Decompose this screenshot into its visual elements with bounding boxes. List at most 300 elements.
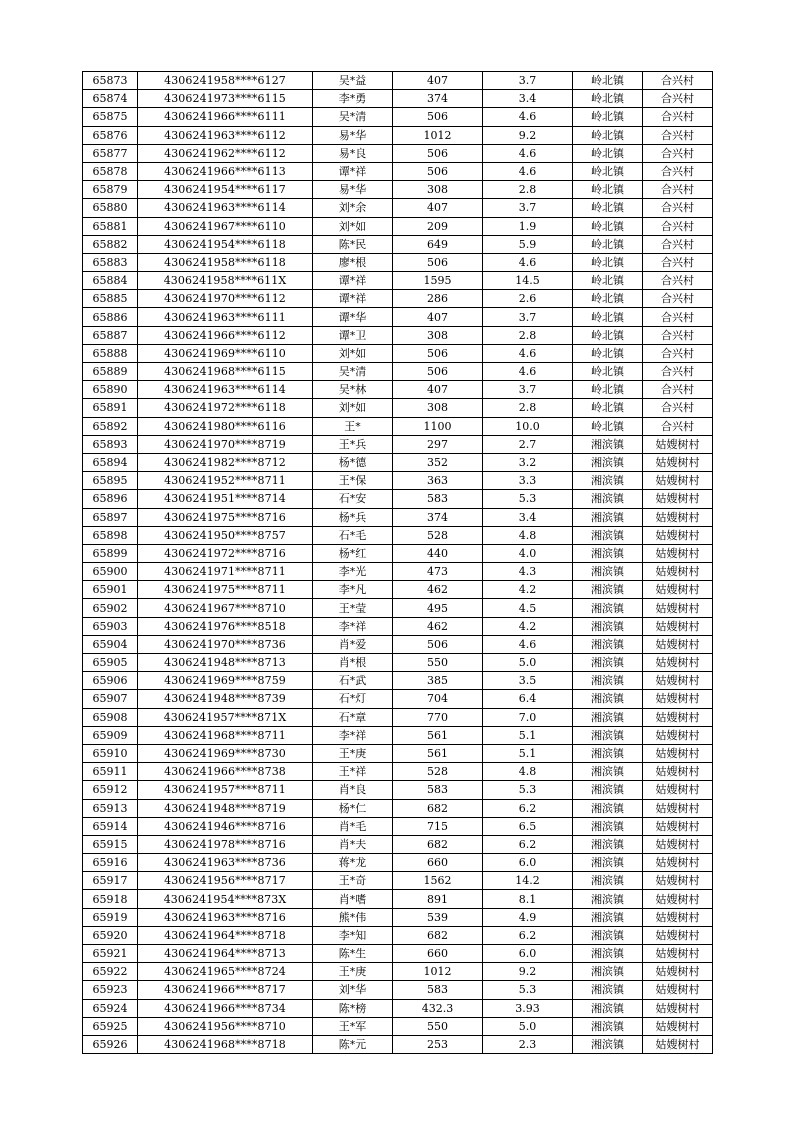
village-cell: 姑嫂树村 (643, 963, 713, 981)
village-cell: 姑嫂树村 (643, 926, 713, 944)
seq-cell: 65891 (83, 399, 138, 417)
name-cell: 王*保 (313, 472, 393, 490)
town-cell: 岭北镇 (573, 326, 643, 344)
seq-cell: 65919 (83, 908, 138, 926)
seq-cell: 65901 (83, 581, 138, 599)
town-cell: 岭北镇 (573, 90, 643, 108)
seq-cell: 65923 (83, 981, 138, 999)
town-cell: 岭北镇 (573, 126, 643, 144)
name-cell: 杨*红 (313, 544, 393, 562)
value-cell: 5.0 (483, 654, 573, 672)
seq-cell: 65912 (83, 781, 138, 799)
table-row (83, 363, 713, 381)
town-cell: 岭北镇 (573, 253, 643, 271)
table-row (83, 890, 713, 908)
table-row (83, 617, 713, 635)
name-cell: 石*灯 (313, 690, 393, 708)
village-cell: 合兴村 (643, 162, 713, 180)
town-cell: 岭北镇 (573, 72, 643, 90)
village-cell: 姑嫂树村 (643, 708, 713, 726)
id-cell: 4306241956****8710 (138, 1017, 313, 1035)
table-row (83, 217, 713, 235)
id-cell: 4306241964****8718 (138, 926, 313, 944)
records-table (82, 71, 713, 1054)
village-cell: 合兴村 (643, 326, 713, 344)
village-cell: 姑嫂树村 (643, 1017, 713, 1035)
name-cell: 王*军 (313, 1017, 393, 1035)
amount-cell: 660 (393, 854, 483, 872)
amount-cell: 286 (393, 290, 483, 308)
table-row (83, 799, 713, 817)
village-cell: 姑嫂树村 (643, 890, 713, 908)
seq-cell: 65915 (83, 835, 138, 853)
value-cell: 5.3 (483, 490, 573, 508)
value-cell: 8.1 (483, 890, 573, 908)
seq-cell: 65909 (83, 726, 138, 744)
id-cell: 4306241967****6110 (138, 217, 313, 235)
town-cell: 湘滨镇 (573, 781, 643, 799)
town-cell: 湘滨镇 (573, 599, 643, 617)
town-cell: 湘滨镇 (573, 635, 643, 653)
name-cell: 刘*如 (313, 344, 393, 362)
amount-cell: 473 (393, 563, 483, 581)
village-cell: 合兴村 (643, 217, 713, 235)
value-cell: 6.2 (483, 799, 573, 817)
amount-cell: 682 (393, 926, 483, 944)
town-cell: 湘滨镇 (573, 999, 643, 1017)
table-row (83, 726, 713, 744)
table-row (83, 162, 713, 180)
name-cell: 易*华 (313, 126, 393, 144)
amount-cell: 407 (393, 381, 483, 399)
id-cell: 4306241980****6116 (138, 417, 313, 435)
value-cell: 2.6 (483, 290, 573, 308)
village-cell: 姑嫂树村 (643, 654, 713, 672)
town-cell: 湘滨镇 (573, 508, 643, 526)
village-cell: 姑嫂树村 (643, 435, 713, 453)
village-cell: 合兴村 (643, 399, 713, 417)
id-cell: 4306241963****8736 (138, 854, 313, 872)
seq-cell: 65895 (83, 472, 138, 490)
seq-cell: 65907 (83, 690, 138, 708)
name-cell: 肖*爱 (313, 635, 393, 653)
seq-cell: 65880 (83, 199, 138, 217)
village-cell: 姑嫂树村 (643, 799, 713, 817)
value-cell: 10.0 (483, 417, 573, 435)
amount-cell: 583 (393, 781, 483, 799)
name-cell: 李*勇 (313, 90, 393, 108)
value-cell: 4.6 (483, 635, 573, 653)
value-cell: 4.8 (483, 763, 573, 781)
seq-cell: 65903 (83, 617, 138, 635)
town-cell: 湘滨镇 (573, 526, 643, 544)
village-cell: 姑嫂树村 (643, 617, 713, 635)
amount-cell: 432.3 (393, 999, 483, 1017)
amount-cell: 297 (393, 435, 483, 453)
town-cell: 湘滨镇 (573, 744, 643, 762)
table-row (83, 635, 713, 653)
seq-cell: 65877 (83, 144, 138, 162)
amount-cell: 407 (393, 72, 483, 90)
seq-cell: 65902 (83, 599, 138, 617)
seq-cell: 65911 (83, 763, 138, 781)
value-cell: 3.7 (483, 72, 573, 90)
name-cell: 肖*良 (313, 781, 393, 799)
id-cell: 4306241972****8716 (138, 544, 313, 562)
seq-cell: 65921 (83, 945, 138, 963)
value-cell: 1.9 (483, 217, 573, 235)
town-cell: 岭北镇 (573, 162, 643, 180)
value-cell: 3.7 (483, 199, 573, 217)
amount-cell: 704 (393, 690, 483, 708)
id-cell: 4306241957****871X (138, 708, 313, 726)
table-row (83, 672, 713, 690)
town-cell: 岭北镇 (573, 181, 643, 199)
table-row (83, 526, 713, 544)
name-cell: 陈*榜 (313, 999, 393, 1017)
town-cell: 湘滨镇 (573, 872, 643, 890)
table-row (83, 781, 713, 799)
table-row (83, 235, 713, 253)
id-cell: 4306241972****6118 (138, 399, 313, 417)
village-cell: 姑嫂树村 (643, 472, 713, 490)
seq-cell: 65886 (83, 308, 138, 326)
id-cell: 4306241966****8734 (138, 999, 313, 1017)
amount-cell: 550 (393, 1017, 483, 1035)
id-cell: 4306241978****8716 (138, 835, 313, 853)
seq-cell: 65882 (83, 235, 138, 253)
id-cell: 4306241963****6114 (138, 199, 313, 217)
id-cell: 4306241971****8711 (138, 563, 313, 581)
seq-cell: 65898 (83, 526, 138, 544)
name-cell: 石*安 (313, 490, 393, 508)
value-cell: 5.0 (483, 1017, 573, 1035)
town-cell: 湘滨镇 (573, 799, 643, 817)
town-cell: 湘滨镇 (573, 435, 643, 453)
seq-cell: 65873 (83, 72, 138, 90)
name-cell: 李*知 (313, 926, 393, 944)
amount-cell: 1100 (393, 417, 483, 435)
table-row (83, 381, 713, 399)
id-cell: 4306241966****8738 (138, 763, 313, 781)
table-row (83, 399, 713, 417)
id-cell: 4306241982****8712 (138, 453, 313, 471)
village-cell: 姑嫂树村 (643, 945, 713, 963)
town-cell: 岭北镇 (573, 308, 643, 326)
village-cell: 合兴村 (643, 126, 713, 144)
table-row (83, 308, 713, 326)
name-cell: 易*良 (313, 144, 393, 162)
table-body (83, 72, 713, 1054)
value-cell: 5.1 (483, 744, 573, 762)
amount-cell: 385 (393, 672, 483, 690)
seq-cell: 65896 (83, 490, 138, 508)
name-cell: 李*光 (313, 563, 393, 581)
name-cell: 王*奇 (313, 872, 393, 890)
id-cell: 4306241958****6127 (138, 72, 313, 90)
value-cell: 6.2 (483, 835, 573, 853)
village-cell: 合兴村 (643, 199, 713, 217)
table-row (83, 490, 713, 508)
table-row (83, 926, 713, 944)
name-cell: 吴*清 (313, 363, 393, 381)
name-cell: 王*祥 (313, 763, 393, 781)
amount-cell: 308 (393, 326, 483, 344)
value-cell: 3.4 (483, 508, 573, 526)
village-cell: 姑嫂树村 (643, 563, 713, 581)
value-cell: 2.8 (483, 181, 573, 199)
name-cell: 王*莹 (313, 599, 393, 617)
town-cell: 湘滨镇 (573, 690, 643, 708)
name-cell: 李*祥 (313, 726, 393, 744)
id-cell: 4306241969****8759 (138, 672, 313, 690)
table-row (83, 999, 713, 1017)
value-cell: 6.2 (483, 926, 573, 944)
seq-cell: 65913 (83, 799, 138, 817)
amount-cell: 1012 (393, 963, 483, 981)
name-cell: 廖*根 (313, 253, 393, 271)
seq-cell: 65925 (83, 1017, 138, 1035)
table-row (83, 326, 713, 344)
name-cell: 吴*清 (313, 108, 393, 126)
name-cell: 谭*祥 (313, 290, 393, 308)
id-cell: 4306241964****8713 (138, 945, 313, 963)
village-cell: 姑嫂树村 (643, 817, 713, 835)
town-cell: 湘滨镇 (573, 1035, 643, 1053)
town-cell: 岭北镇 (573, 144, 643, 162)
id-cell: 4306241952****8711 (138, 472, 313, 490)
name-cell: 陈*民 (313, 235, 393, 253)
table-row (83, 744, 713, 762)
village-cell: 姑嫂树村 (643, 726, 713, 744)
name-cell: 谭*祥 (313, 272, 393, 290)
village-cell: 合兴村 (643, 381, 713, 399)
name-cell: 肖*毛 (313, 817, 393, 835)
seq-cell: 65917 (83, 872, 138, 890)
value-cell: 14.5 (483, 272, 573, 290)
village-cell: 合兴村 (643, 235, 713, 253)
name-cell: 熊*伟 (313, 908, 393, 926)
village-cell: 姑嫂树村 (643, 854, 713, 872)
seq-cell: 65889 (83, 363, 138, 381)
seq-cell: 65897 (83, 508, 138, 526)
seq-cell: 65885 (83, 290, 138, 308)
id-cell: 4306241946****8716 (138, 817, 313, 835)
amount-cell: 528 (393, 526, 483, 544)
id-cell: 4306241966****6111 (138, 108, 313, 126)
table-row (83, 690, 713, 708)
town-cell: 湘滨镇 (573, 1017, 643, 1035)
town-cell: 湘滨镇 (573, 472, 643, 490)
seq-cell: 65926 (83, 1035, 138, 1053)
village-cell: 姑嫂树村 (643, 744, 713, 762)
village-cell: 姑嫂树村 (643, 763, 713, 781)
value-cell: 5.3 (483, 981, 573, 999)
amount-cell: 891 (393, 890, 483, 908)
town-cell: 湘滨镇 (573, 453, 643, 471)
seq-cell: 65875 (83, 108, 138, 126)
town-cell: 岭北镇 (573, 417, 643, 435)
seq-cell: 65890 (83, 381, 138, 399)
amount-cell: 649 (393, 235, 483, 253)
name-cell: 杨*仁 (313, 799, 393, 817)
amount-cell: 550 (393, 654, 483, 672)
amount-cell: 506 (393, 162, 483, 180)
town-cell: 岭北镇 (573, 381, 643, 399)
value-cell: 4.3 (483, 563, 573, 581)
village-cell: 合兴村 (643, 72, 713, 90)
value-cell: 4.9 (483, 908, 573, 926)
value-cell: 2.3 (483, 1035, 573, 1053)
seq-cell: 65894 (83, 453, 138, 471)
name-cell: 李*祥 (313, 617, 393, 635)
value-cell: 3.93 (483, 999, 573, 1017)
id-cell: 4306241957****8711 (138, 781, 313, 799)
table-row (83, 344, 713, 362)
seq-cell: 65883 (83, 253, 138, 271)
seq-cell: 65893 (83, 435, 138, 453)
value-cell: 6.0 (483, 854, 573, 872)
amount-cell: 528 (393, 763, 483, 781)
id-cell: 4306241967****8710 (138, 599, 313, 617)
seq-cell: 65878 (83, 162, 138, 180)
town-cell: 岭北镇 (573, 108, 643, 126)
amount-cell: 682 (393, 799, 483, 817)
table-row (83, 181, 713, 199)
amount-cell: 209 (393, 217, 483, 235)
village-cell: 合兴村 (643, 363, 713, 381)
amount-cell: 407 (393, 199, 483, 217)
table-row (83, 817, 713, 835)
seq-cell: 65908 (83, 708, 138, 726)
town-cell: 岭北镇 (573, 235, 643, 253)
village-cell: 姑嫂树村 (643, 508, 713, 526)
town-cell: 湘滨镇 (573, 708, 643, 726)
id-cell: 4306241951****8714 (138, 490, 313, 508)
village-cell: 姑嫂树村 (643, 672, 713, 690)
seq-cell: 65881 (83, 217, 138, 235)
value-cell: 4.6 (483, 144, 573, 162)
seq-cell: 65892 (83, 417, 138, 435)
village-cell: 合兴村 (643, 344, 713, 362)
value-cell: 4.6 (483, 363, 573, 381)
amount-cell: 495 (393, 599, 483, 617)
village-cell: 姑嫂树村 (643, 453, 713, 471)
seq-cell: 65905 (83, 654, 138, 672)
town-cell: 岭北镇 (573, 272, 643, 290)
id-cell: 4306241956****8717 (138, 872, 313, 890)
village-cell: 姑嫂树村 (643, 581, 713, 599)
document-table-container (82, 71, 712, 1054)
village-cell: 姑嫂树村 (643, 490, 713, 508)
id-cell: 4306241962****6112 (138, 144, 313, 162)
town-cell: 湘滨镇 (573, 763, 643, 781)
town-cell: 湘滨镇 (573, 854, 643, 872)
amount-cell: 308 (393, 181, 483, 199)
id-cell: 4306241963****6111 (138, 308, 313, 326)
table-row (83, 981, 713, 999)
id-cell: 4306241969****6110 (138, 344, 313, 362)
name-cell: 吴*林 (313, 381, 393, 399)
amount-cell: 352 (393, 453, 483, 471)
amount-cell: 660 (393, 945, 483, 963)
seq-cell: 65922 (83, 963, 138, 981)
value-cell: 5.9 (483, 235, 573, 253)
amount-cell: 506 (393, 108, 483, 126)
seq-cell: 65887 (83, 326, 138, 344)
name-cell: 石*武 (313, 672, 393, 690)
amount-cell: 1595 (393, 272, 483, 290)
value-cell: 4.0 (483, 544, 573, 562)
id-cell: 4306241963****6114 (138, 381, 313, 399)
id-cell: 4306241970****8719 (138, 435, 313, 453)
amount-cell: 561 (393, 726, 483, 744)
name-cell: 杨*兵 (313, 508, 393, 526)
name-cell: 陈*生 (313, 945, 393, 963)
table-row (83, 563, 713, 581)
town-cell: 岭北镇 (573, 217, 643, 235)
name-cell: 王*庚 (313, 963, 393, 981)
seq-cell: 65914 (83, 817, 138, 835)
name-cell: 石*章 (313, 708, 393, 726)
table-row (83, 290, 713, 308)
seq-cell: 65876 (83, 126, 138, 144)
id-cell: 4306241950****8757 (138, 526, 313, 544)
amount-cell: 539 (393, 908, 483, 926)
id-cell: 4306241969****8730 (138, 744, 313, 762)
amount-cell: 770 (393, 708, 483, 726)
town-cell: 岭北镇 (573, 344, 643, 362)
id-cell: 4306241965****8724 (138, 963, 313, 981)
value-cell: 7.0 (483, 708, 573, 726)
table-row (83, 417, 713, 435)
name-cell: 王*庚 (313, 744, 393, 762)
town-cell: 岭北镇 (573, 363, 643, 381)
town-cell: 岭北镇 (573, 399, 643, 417)
table-row (83, 708, 713, 726)
town-cell: 湘滨镇 (573, 544, 643, 562)
value-cell: 3.3 (483, 472, 573, 490)
table-row (83, 108, 713, 126)
seq-cell: 65906 (83, 672, 138, 690)
town-cell: 湘滨镇 (573, 926, 643, 944)
table-row (83, 126, 713, 144)
town-cell: 湘滨镇 (573, 581, 643, 599)
id-cell: 4306241973****6115 (138, 90, 313, 108)
seq-cell: 65879 (83, 181, 138, 199)
amount-cell: 253 (393, 1035, 483, 1053)
amount-cell: 308 (393, 399, 483, 417)
value-cell: 4.6 (483, 108, 573, 126)
amount-cell: 682 (393, 835, 483, 853)
id-cell: 4306241958****6118 (138, 253, 313, 271)
town-cell: 湘滨镇 (573, 963, 643, 981)
village-cell: 姑嫂树村 (643, 544, 713, 562)
amount-cell: 374 (393, 90, 483, 108)
name-cell: 谭*华 (313, 308, 393, 326)
town-cell: 湘滨镇 (573, 981, 643, 999)
village-cell: 姑嫂树村 (643, 999, 713, 1017)
table-row (83, 835, 713, 853)
value-cell: 4.6 (483, 253, 573, 271)
name-cell: 李*凡 (313, 581, 393, 599)
value-cell: 5.1 (483, 726, 573, 744)
amount-cell: 363 (393, 472, 483, 490)
name-cell: 刘*华 (313, 981, 393, 999)
id-cell: 4306241958****611X (138, 272, 313, 290)
seq-cell: 65904 (83, 635, 138, 653)
table-row (83, 945, 713, 963)
